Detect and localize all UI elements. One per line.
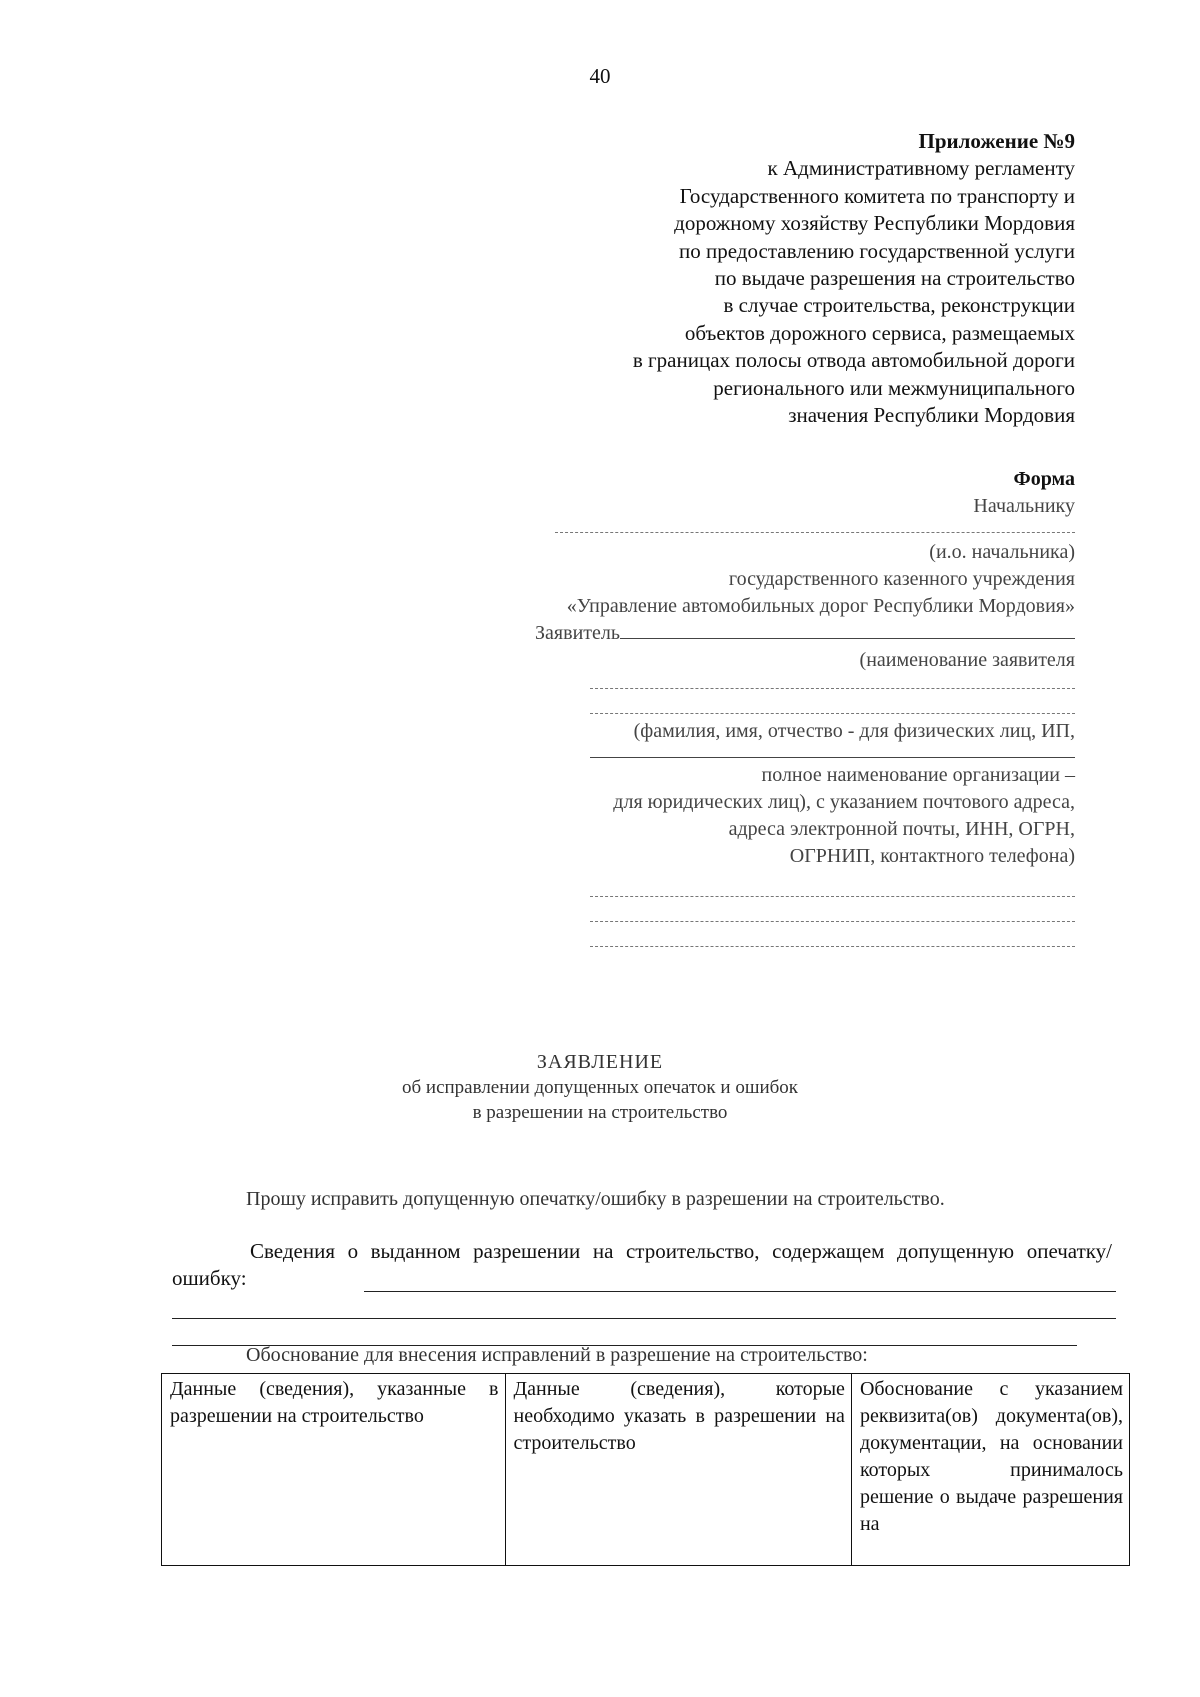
appendix-title: Приложение №9 <box>918 129 1075 153</box>
applicant-row <box>435 620 1075 647</box>
appendix-line: Государственного комитета по транспорту и <box>679 183 1075 208</box>
table-header-cell: Данные (сведения), которые необходимо указать в разрешении на строительство <box>505 1374 851 1566</box>
applicant-line-2[interactable] <box>590 713 1075 714</box>
appendix-line: объектов дорожного сервиса, размещаемых <box>684 320 1075 345</box>
individual-note: (фамилия, имя, отчество - для физических лиц, ИП, <box>633 720 1075 742</box>
permit-info-field-2[interactable] <box>172 1318 1116 1319</box>
applicant-field[interactable] <box>620 620 1075 639</box>
basis-caption: Обоснование для внесения исправлений в разрешение на строительство: <box>246 1344 868 1366</box>
addressee-block <box>435 466 1075 947</box>
applicant-label: Заявитель <box>535 622 620 644</box>
contact-line-3[interactable] <box>590 946 1075 947</box>
org-note-line: полное наименование организации – <box>761 764 1075 786</box>
head-name-line[interactable] <box>555 532 1075 533</box>
page-number: 40 <box>589 64 611 88</box>
appendix-line: по выдаче разрешения на строительство <box>714 266 1075 291</box>
addressee-to: Начальнику <box>973 495 1075 517</box>
appendix-line: дорожному хозяйству Республики Мордовия <box>674 211 1075 236</box>
contact-line-1[interactable] <box>590 896 1075 897</box>
appendix-line: значения Республики Мордовия <box>788 403 1075 428</box>
acting-head-note: (и.о. начальника) <box>929 541 1075 563</box>
contact-line-2[interactable] <box>590 921 1075 922</box>
appendix-line: регионального или межмуниципального <box>713 375 1075 400</box>
appendix-line: в случае строительства, реконструкции <box>723 293 1075 318</box>
table-header-cell: Обоснование с указанием реквизита(ов) документа(ов), документации, на основании которых принималось решение о выдаче разрешения на <box>851 1374 1129 1566</box>
document-title: ЗАЯВЛЕНИЕ <box>536 1051 664 1073</box>
request-text: Прошу исправить допущенную опечатку/ошибку в разрешении на строительство. <box>246 1188 945 1210</box>
org-note-line: ОГРНИП, контактного телефона) <box>789 845 1075 867</box>
corrections-table <box>161 1373 1130 1566</box>
org-note-line: адреса электронной почты, ИНН, ОГРН, <box>728 818 1075 840</box>
applicant-name-note: (наименование заявителя <box>859 649 1075 671</box>
document-subtitle-1: об исправлении допущенных опечаток и ошибок <box>401 1077 799 1098</box>
form-label: Форма <box>1013 468 1075 490</box>
permit-info-field-1[interactable] <box>364 1291 1116 1292</box>
appendix-line: к Административному регламенту <box>767 156 1075 181</box>
institution-line-2: «Управление автомобильных дорог Республики Мордовия» <box>566 595 1075 617</box>
applicant-line-1[interactable] <box>590 688 1075 689</box>
document-subtitle-2: в разрешении на строительство <box>472 1102 728 1123</box>
table-header-cell: Данные (сведения), указанные в разрешении на строительство <box>162 1374 506 1566</box>
institution-line-1: государственного казенного учреждения <box>728 568 1075 590</box>
org-note-line: для юридических лиц), с указанием почтового адреса, <box>613 791 1075 813</box>
permit-info-text: Сведения о выданном разрешении на строительство, содержащем допущенную опечатку/ошибку: <box>172 1239 1112 1290</box>
permit-info-block <box>172 1238 1112 1292</box>
document-heading <box>0 1050 1200 1125</box>
appendix-line: в границах полосы отвода автомобильной дороги <box>632 348 1075 373</box>
appendix-block <box>515 128 1075 429</box>
applicant-line-3[interactable] <box>590 757 1075 758</box>
appendix-line: по предоставлению государственной услуги <box>679 238 1075 263</box>
table-header-row <box>162 1374 1130 1566</box>
